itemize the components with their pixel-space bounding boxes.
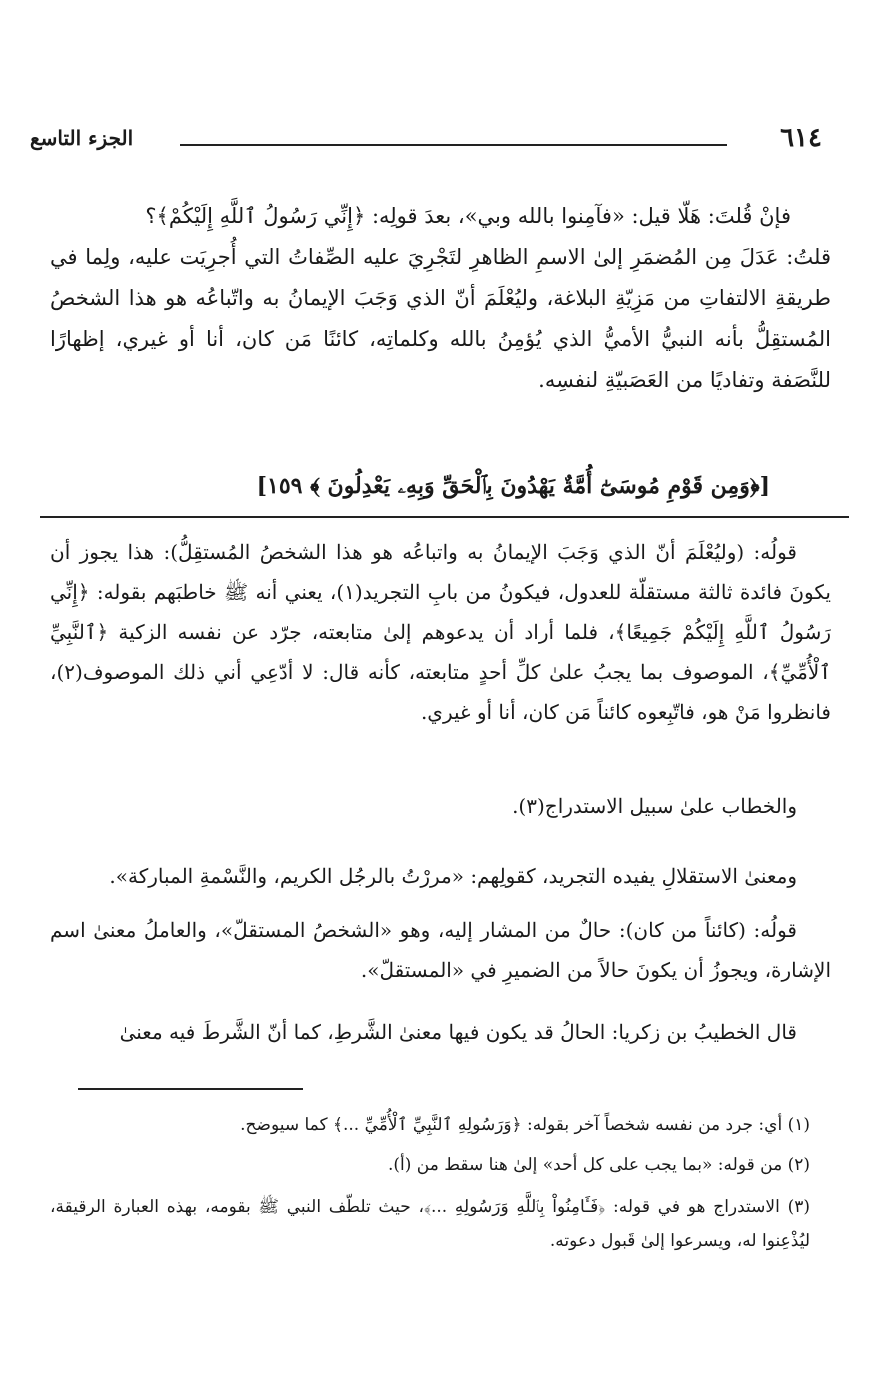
commentary-paragraph: والخطاب علىٰ سبيل الاستدراج(٣).	[512, 794, 797, 818]
footnote: (١) أي: جرد من نفسه شخصاً آخر بقوله: ﴿وَرَسُولِهِ ٱلنَّبِيِّ ٱلْأُمِّيِّ ...﴾ كما سيوضح.	[240, 1115, 810, 1135]
page-header	[30, 118, 822, 158]
header-rule	[180, 144, 727, 146]
part-title: الجزء التاسع	[30, 126, 134, 150]
footnote: (٣) الاستدراج هو في قوله: ﴿فَـَٔامِنُواْ بِٱللَّهِ وَرَسُولِهِ ...﴾، حيث تلطّف النبي ﷺ بقومه، بهذه العبارة الرقيقة، ليُذْعِنوا له، ويسرعوا إلىٰ قَبول دعوته.	[50, 1197, 810, 1251]
quran-verse: [﴿وَمِن قَوْمِ مُوسَىٰٓ أُمَّةٌ يَهْدُونَ بِٱلْحَقِّ وَبِهِۦ يَعْدِلُونَ ﴾ ١٥٩]	[256, 473, 770, 499]
footnote-divider	[78, 1088, 303, 1090]
section-divider	[40, 516, 849, 518]
commentary-paragraph: قولُه: (وليُعْلَمَ أنّ الذي وَجَبَ الإيمانُ به واتباعُه هو هذا الشخصُ المُستقِلُّ): هذا يجوز أن يكونَ فائدة ثالثة مستقلّة للعدول، فيكونُ من بابِ التجريد(١)، يعني أنه ﷺ خاطبَهم بقوله: ﴿إِنِّي رَسُولُ ٱللَّهِ إِلَيْكُمْ جَمِيعًا﴾، فلما أراد أن يدعوهم إلىٰ متابعته، جرّد عن نفسه الزكية ﴿ٱلنَّبِيِّ ٱلْأُمِّيِّ﴾، الموصوف بما يجبُ علىٰ كلِّ أحدٍ متابعته، كأنه قال: لا أدّعِي أني ذلك الموصوف(٢)، فانظروا مَنْ هو، فاتّبِعوه كائناً مَن كان، أنا أو غيري.	[50, 540, 831, 724]
page-number: ٦١٤	[780, 123, 822, 153]
commentary-paragraph: ومعنىٰ الاستقلالِ يفيده التجريد، كقولِهم: «مررْتُ بالرجُل الكريم، والنَّسْمةِ المباركة».	[109, 864, 797, 888]
footnote: (٢) من قوله: «بما يجب على كل أحد» إلىٰ هنا سقط من (أ).	[387, 1155, 810, 1175]
main-text	[50, 196, 831, 401]
main-question: فإنْ قُلتَ: هَلّا قيل: «فآمِنوا بالله وبي»، بعدَ قولِه: ﴿إِنِّي رَسُولُ ٱللَّهِ إِلَيْكُمْ﴾؟	[145, 204, 791, 228]
main-answer: قلتُ: عَدَلَ مِن المُضمَرِ إلىٰ الاسمِ الظاهرِ لتَجْرِيَ عليه الصِّفاتُ التي أُجرِيَت عليه، ولِما في طريقةِ الالتفاتِ من مَزِيّةِ البلاغة، وليُعْلَمَ أنّ الذي وَجَبَ الإيمانُ به واتّباعُه هو هذا الشخصُ المُستقِلُّ بأنه النبيُّ الأميُّ الذي يُؤمِنُ بالله وكلماتِه، كائنًا مَن كان، أنا أو غيري، إظهارًا للنَّصَفة وتفاديًا من العَصَبيّةِ لنفسِه.	[50, 245, 831, 392]
commentary-paragraph: قولُه: (كائناً من كان): حالٌ من المشار إليه، وهو «الشخصُ المستقلّ»، والعاملُ معنىٰ اسم الإشارة، ويجوزُ أن يكونَ حالاً من الضميرِ في «المستقلّ».	[50, 918, 831, 982]
commentary-paragraph: قال الخطيبُ بن زكريا: الحالُ قد يكون فيها معنىٰ الشَّرطِ، كما أنّ الشَّرطَ فيه معنىٰ	[119, 1020, 797, 1044]
